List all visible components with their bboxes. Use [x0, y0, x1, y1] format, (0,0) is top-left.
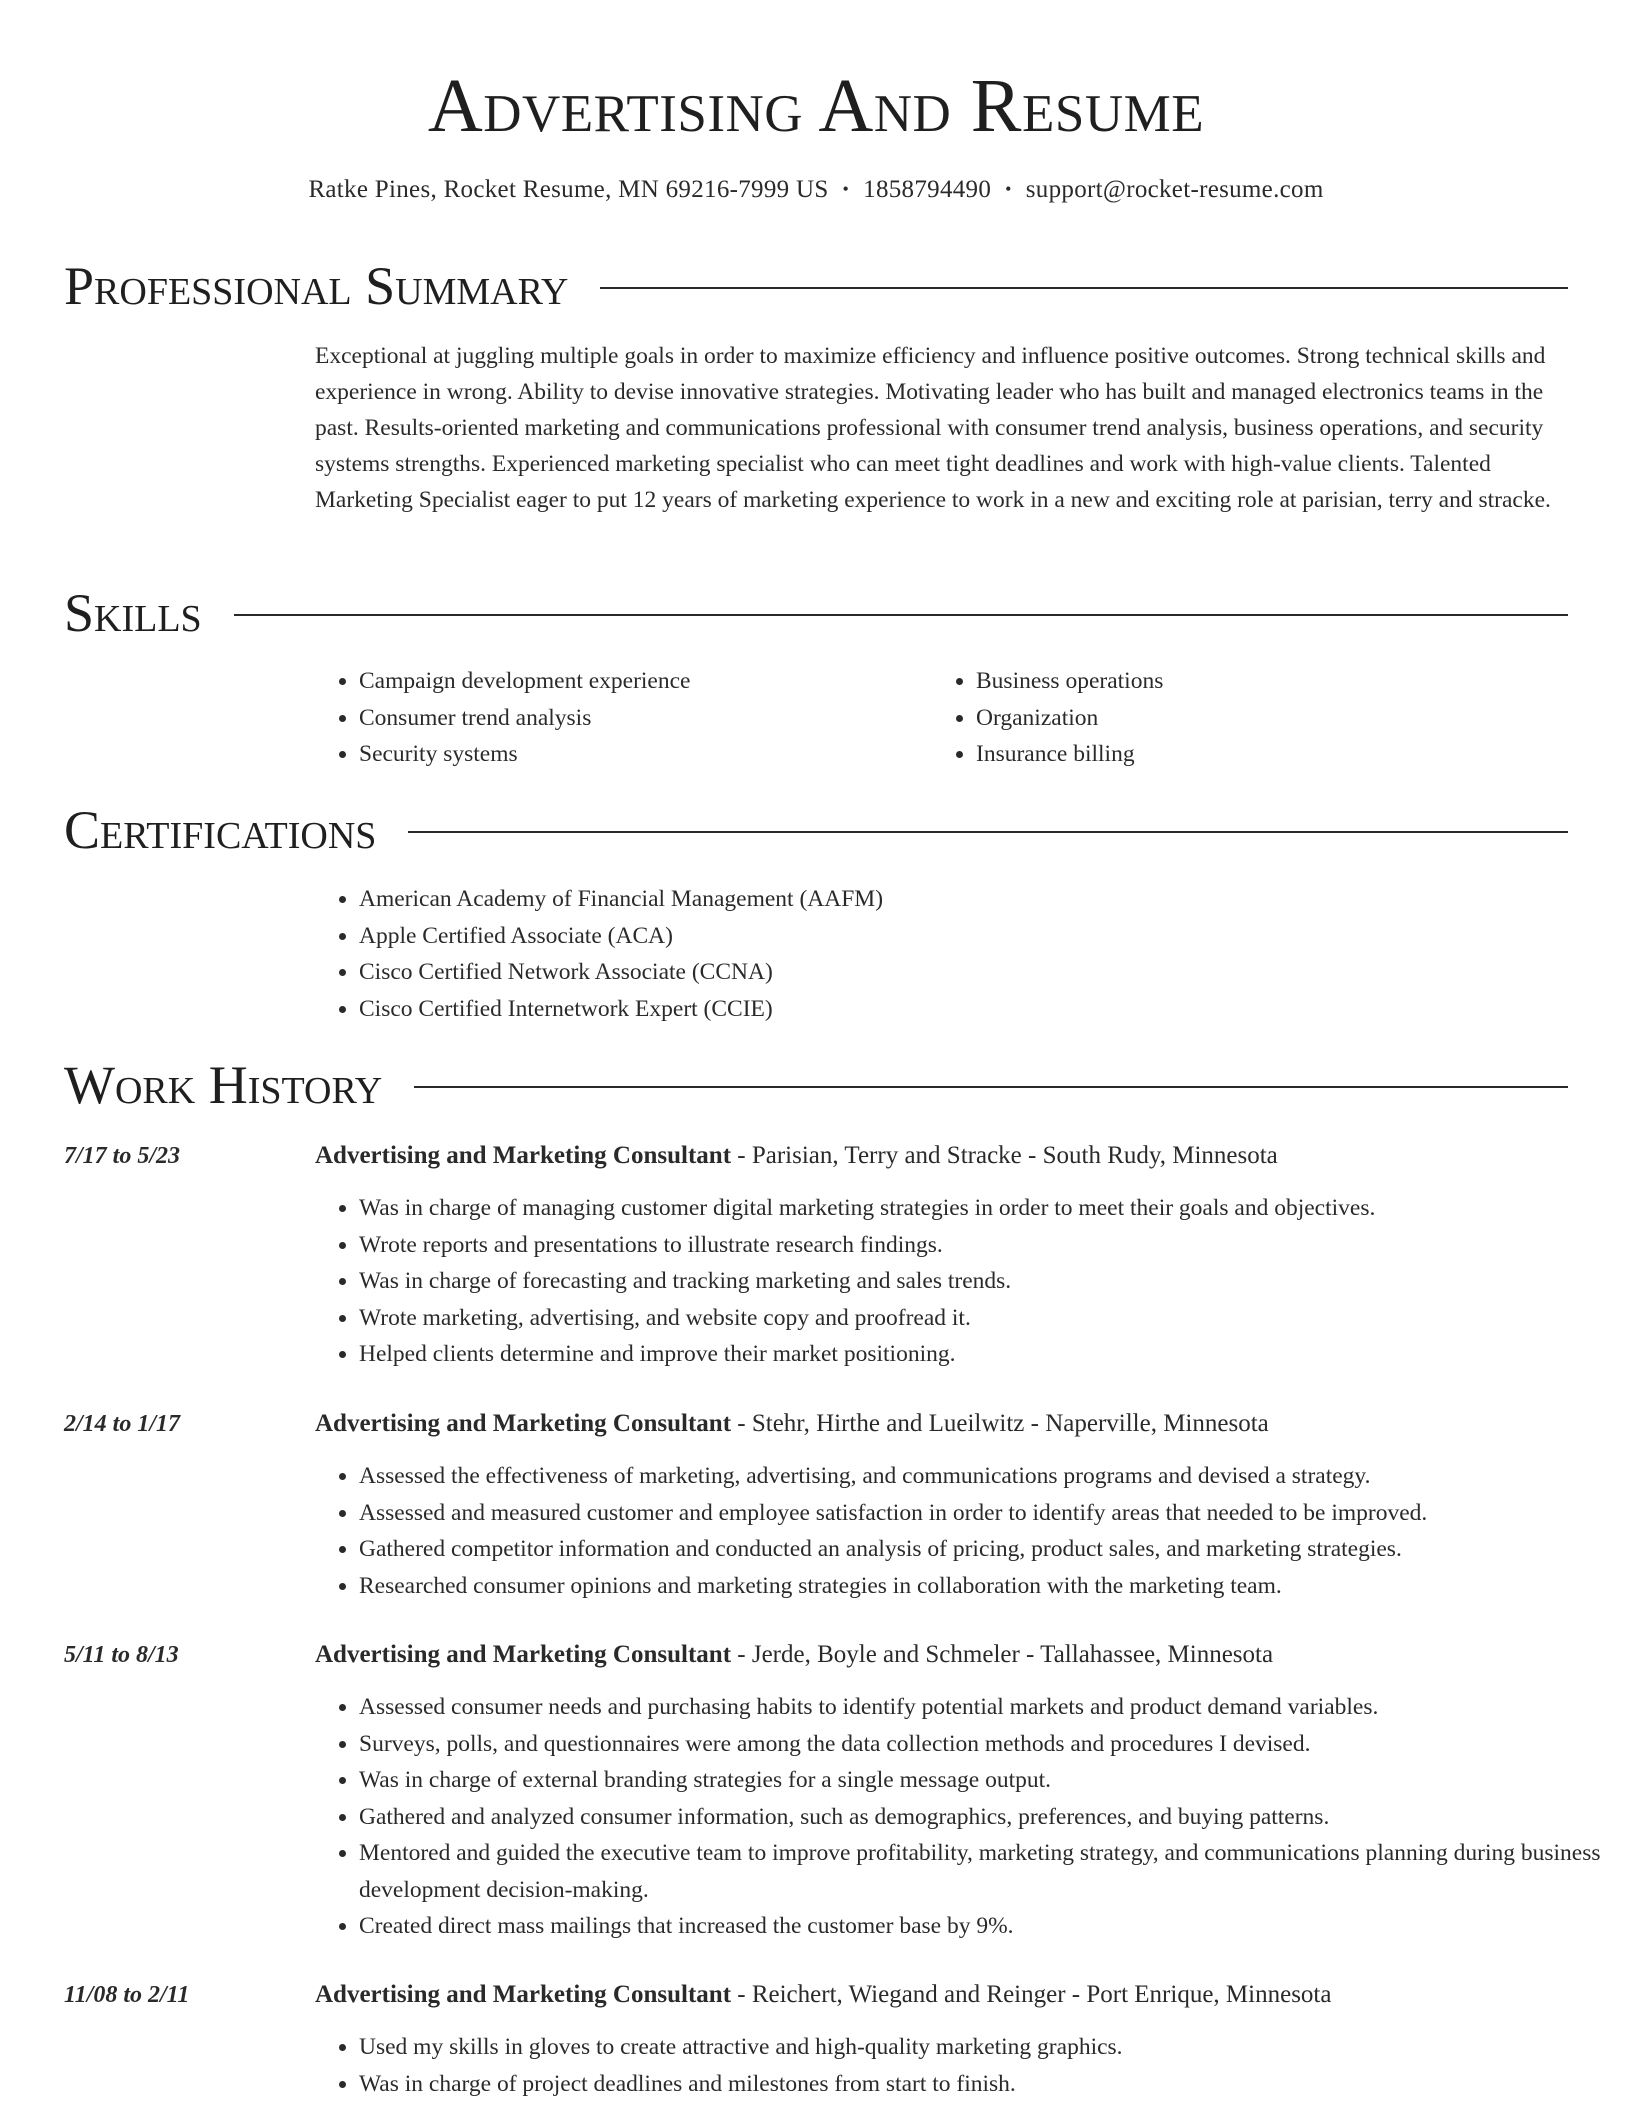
section-divider — [408, 831, 1568, 833]
certification-item: • American Academy of Financial Management (AAFM) — [359, 881, 1515, 918]
summary-section-header — [64, 253, 1568, 319]
job-bullet: • Assessed consumer needs and purchasing habits to identify potential markets and product demand variables. — [359, 1689, 1614, 1726]
job-bullet: • Researched consumer opinions and marketing strategies in collaboration with the marketing team. — [359, 1568, 1614, 1605]
job-bullet: • Mentored and guided the executive team to improve profitability, marketing strategy, and communications planning during business development decision-making. — [359, 1835, 1614, 1908]
job-dates: 2/14 to 1/17 — [64, 1411, 181, 1437]
job-bullet: • Was in charge of project deadlines and milestones from start to finish. — [359, 2066, 1614, 2103]
job-bullets — [315, 1458, 1614, 1604]
skills-list-left — [315, 663, 915, 773]
section-divider — [600, 287, 1568, 289]
certifications-section-header — [64, 797, 1568, 863]
job-bullet: • Wrote reports and presentations to illustrate research findings. — [359, 1227, 1614, 1264]
contact-address: Ratke Pines, Rocket Resume, MN 69216-7999 US — [308, 176, 829, 203]
contact-phone: 1858794490 — [863, 176, 992, 203]
job-heading — [315, 1977, 1331, 2013]
job-bullets — [315, 1190, 1614, 1373]
job-employer: - Reichert, Wiegand and Reinger - Port Enrique, Minnesota — [731, 1981, 1332, 2008]
job-employer: - Parisian, Terry and Stracke - South Rudy, Minnesota — [731, 1142, 1278, 1169]
job-employer: - Stehr, Hirthe and Lueilwitz - Naperville, Minnesota — [731, 1410, 1269, 1437]
certifications-section-title: Certifications — [64, 800, 377, 860]
job-bullet: • Was in charge of managing customer digital marketing strategies in order to meet their goals and objectives. — [359, 1190, 1614, 1227]
job-employer: - Jerde, Boyle and Schmeler - Tallahassee, Minnesota — [731, 1641, 1274, 1668]
certification-item: • Apple Certified Associate (ACA) — [359, 918, 1515, 955]
job-dates: 7/17 to 5/23 — [64, 1143, 181, 1169]
job-bullet: • Gathered and analyzed consumer information, such as demographics, preferences, and buying patterns. — [359, 1799, 1614, 1836]
skill-item: • Insurance billing — [976, 736, 1532, 773]
work-history-section-title: Work History — [64, 1055, 383, 1115]
job-bullet: • Gathered competitor information and conducted an analysis of pricing, product sales, and marketing strategies. — [359, 1531, 1614, 1568]
skills-list-right — [932, 663, 1532, 773]
job-bullets — [315, 1689, 1614, 1945]
job-bullet: • Assessed the effectiveness of marketing, advertising, and communications programs and devised a strategy. — [359, 1458, 1614, 1495]
summary-text: Exceptional at juggling multiple goals in order to maximize efficiency and influence positive outcomes. Strong technical skills and experience in wrong. Ability to devise innovative strategies. Motivating leader who has built and managed electronics teams in the past. Results-oriented marketing and communications professional with consumer trend analysis, business operations, and security systems strengths. Experienced marketing specialist who can meet tight deadlines and work with high-value clients. Talented Marketing Specialist eager to put 12 years of marketing experience to work in a new and exciting role at parisian, terry and stracke. — [315, 343, 1551, 513]
job-heading — [315, 1406, 1269, 1442]
job-bullet: • Was in charge of forecasting and tracking marketing and sales trends. — [359, 1263, 1614, 1300]
job-bullet: • Was in charge of external branding strategies for a single message output. — [359, 1762, 1614, 1799]
job-bullet: • Surveys, polls, and questionnaires were among the data collection methods and procedures I devised. — [359, 1726, 1614, 1763]
contact-separator: • — [1005, 179, 1012, 199]
skill-item: • Business operations — [976, 663, 1532, 700]
contact-separator: • — [842, 179, 850, 199]
work-history-section-header — [64, 1052, 1568, 1118]
job-title: Advertising and Marketing Consultant — [315, 1981, 732, 2008]
section-divider — [414, 1086, 1568, 1088]
job-title: Advertising and Marketing Consultant — [315, 1410, 732, 1437]
job-bullet: • Used my skills in gloves to create attractive and high-quality marketing graphics. — [359, 2029, 1614, 2066]
job-bullet: • Assessed and measured customer and employee satisfaction in order to identify areas that needed to be improved. — [359, 1495, 1614, 1532]
job-bullets — [315, 2029, 1614, 2102]
skills-section-title: Skills — [64, 583, 202, 643]
certification-item: • Cisco Certified Internetwork Expert (CCIE) — [359, 991, 1515, 1028]
skill-item: • Campaign development experience — [359, 663, 915, 700]
job-title: Advertising and Marketing Consultant — [315, 1142, 732, 1169]
summary-section-title: Professional Summary — [64, 256, 569, 316]
skills-section-header — [64, 580, 1568, 646]
skill-item: • Security systems — [359, 736, 915, 773]
job-dates: 5/11 to 8/13 — [64, 1642, 179, 1668]
resume-name: Advertising And Resume — [427, 64, 1205, 148]
job-heading — [315, 1637, 1273, 1673]
job-heading — [315, 1138, 1278, 1174]
contact-email: support@rocket-resume.com — [1025, 176, 1324, 203]
contact-line — [0, 172, 1632, 207]
job-title: Advertising and Marketing Consultant — [315, 1641, 732, 1668]
job-dates: 11/08 to 2/11 — [64, 1982, 190, 2008]
section-divider — [234, 614, 1568, 616]
job-bullet: • Wrote marketing, advertising, and website copy and proofread it. — [359, 1300, 1614, 1337]
certification-item: • Cisco Certified Network Associate (CCNA) — [359, 954, 1515, 991]
certifications-list — [315, 881, 1515, 1027]
skill-item: • Consumer trend analysis — [359, 700, 915, 737]
job-bullet: • Helped clients determine and improve their market positioning. — [359, 1336, 1614, 1373]
skill-item: • Organization — [976, 700, 1532, 737]
job-bullet: • Created direct mass mailings that increased the customer base by 9%. — [359, 1908, 1614, 1945]
